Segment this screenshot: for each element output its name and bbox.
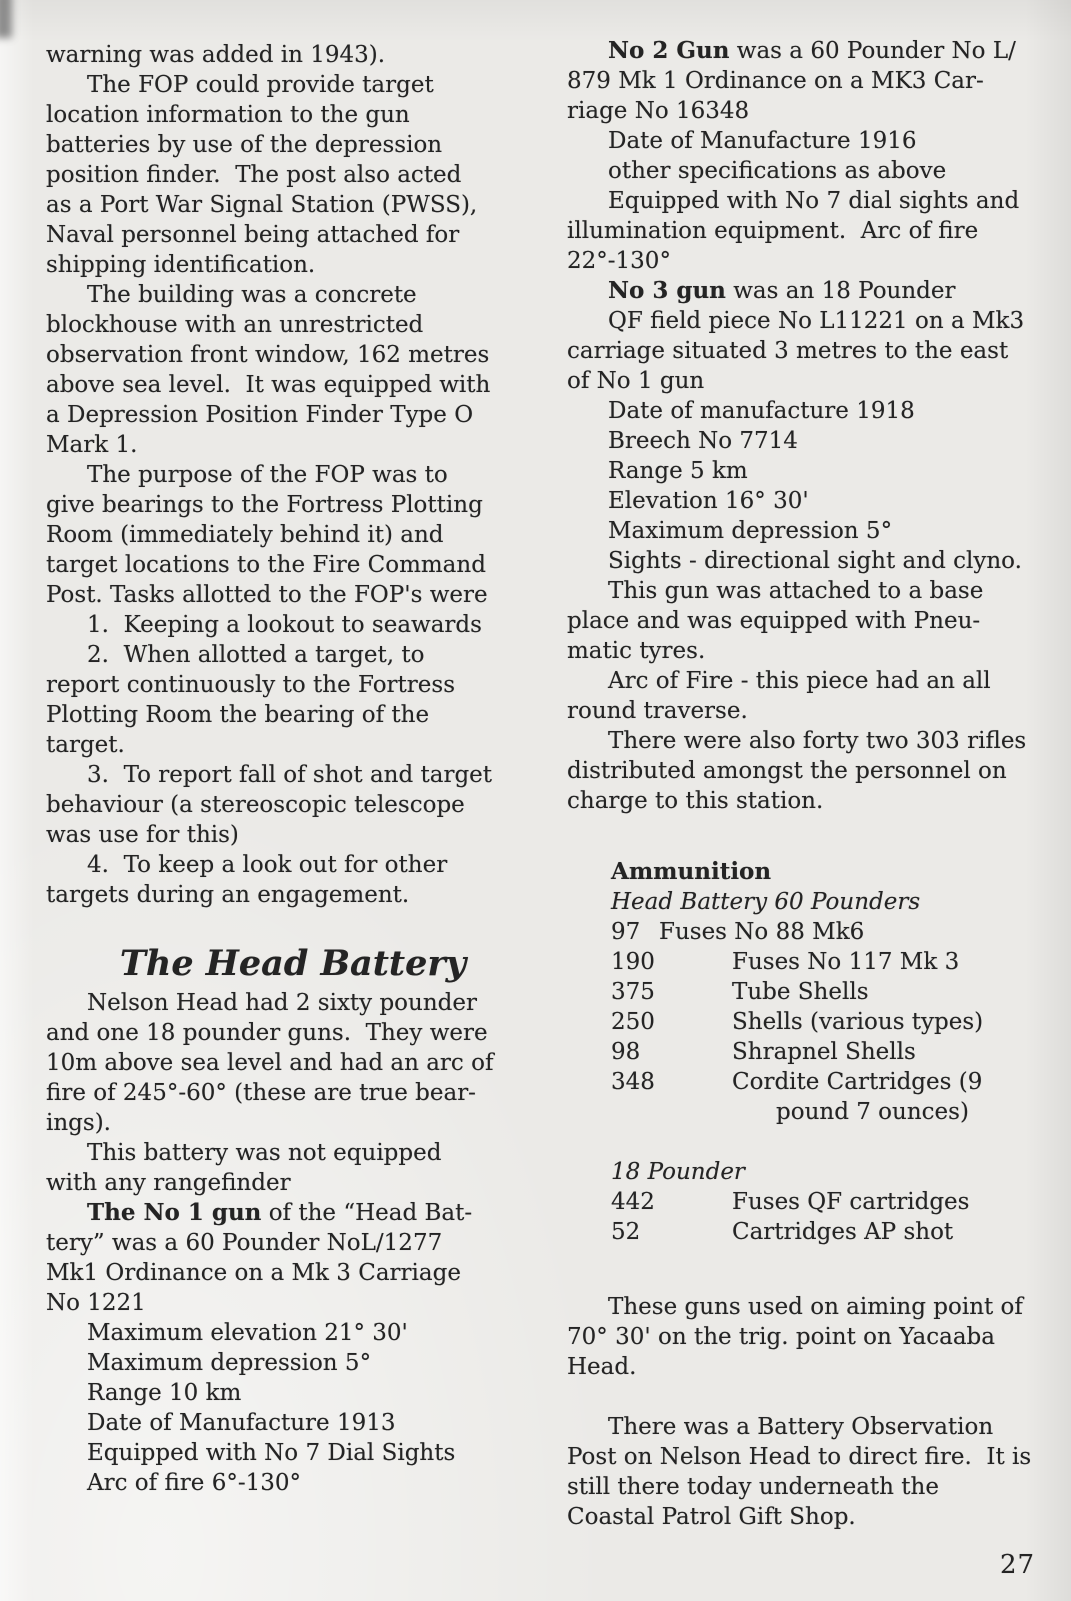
text-line: ings). xyxy=(46,1110,111,1136)
bold-run: No 2 Gun xyxy=(608,37,730,64)
text-line: The building was a concrete xyxy=(87,282,417,308)
italic-subheading: 18 Pounder xyxy=(611,1159,745,1185)
text-line: illumination equipment. Arc of fire xyxy=(567,218,979,244)
text-line: warning was added in 1943). xyxy=(46,42,386,68)
bold-run: No 3 gun xyxy=(608,277,726,304)
text-line: give bearings to the Fortress Plotting xyxy=(46,492,483,518)
text-line: place and was equipped with Pneu- xyxy=(567,608,981,634)
text-line: Maximum elevation 21° 30' xyxy=(87,1320,408,1346)
spacer xyxy=(567,1127,1045,1157)
text-line: 1. Keeping a lookout to seawards xyxy=(87,612,482,638)
text-line: 70° 30' on the trig. point on Yacaaba xyxy=(567,1324,995,1350)
text-line: targets during an engagement. xyxy=(46,882,410,908)
text-line: Post on Nelson Head to direct fire. It is xyxy=(567,1444,1032,1470)
text-line: QF field piece No L11221 on a Mk3 xyxy=(608,308,1025,334)
text-line: There were also forty two 303 rifles xyxy=(608,728,1027,754)
subsection-heading: Ammunition xyxy=(611,858,772,885)
ammo-qty: 375 xyxy=(611,979,655,1005)
text-line: matic tyres. xyxy=(567,638,706,664)
text-line: The No 1 gun of the “Head Bat- xyxy=(87,1199,473,1226)
text-line: Maximum depression 5° xyxy=(87,1350,372,1376)
section-heading: The Head Battery xyxy=(119,943,467,984)
ammo-qty: 250 xyxy=(611,1009,655,1035)
text-line: Sights - directional sight and clyno. xyxy=(608,548,1022,574)
italic-subheading: Head Battery 60 Pounders xyxy=(611,889,921,915)
ammo-qty: 190 xyxy=(611,949,655,975)
text-line: target locations to the Fire Command xyxy=(46,552,486,578)
ammo-qty: 442 xyxy=(611,1189,655,1215)
text-line: as a Port War Signal Station (PWSS), xyxy=(46,192,478,218)
text-line: Arc of Fire - this piece had an all xyxy=(608,668,991,694)
text-line: There was a Battery Observation xyxy=(608,1414,994,1440)
text-line: No 3 gun was an 18 Pounder xyxy=(608,277,956,304)
text-line: The FOP could provide target xyxy=(87,72,434,98)
text-line: Post. Tasks allotted to the FOP's were xyxy=(46,582,488,608)
text-line: target. xyxy=(46,732,125,758)
ammo-label: Shells (various types) xyxy=(732,1009,984,1035)
ammo-qty: 52 xyxy=(611,1219,641,1245)
ammo-label: Cordite Cartridges (9 xyxy=(732,1069,983,1095)
text-line: Mark 1. xyxy=(46,432,138,458)
text-line: other specifications as above xyxy=(608,158,947,184)
text-line: The purpose of the FOP was to xyxy=(87,462,448,488)
text-line: was use for this) xyxy=(46,822,239,848)
left-column xyxy=(46,40,540,1498)
text-line: shipping identification. xyxy=(46,252,316,278)
text-line: charge to this station. xyxy=(567,788,824,814)
text-line: still there today underneath the xyxy=(567,1474,939,1500)
text-line: This battery was not equipped xyxy=(87,1140,442,1166)
text-line: carriage situated 3 metres to the east xyxy=(567,338,1009,364)
ammo-label: Fuses No 117 Mk 3 xyxy=(732,949,960,975)
text-line: Equipped with No 7 Dial Sights xyxy=(87,1440,456,1466)
ammo-row xyxy=(567,977,1045,1007)
text-line: 3. To report fall of shot and target xyxy=(87,762,493,788)
text-line: fire of 245°-60° (these are true bear- xyxy=(46,1080,476,1106)
text-line: of No 1 gun xyxy=(567,368,705,394)
ammo-row xyxy=(567,917,1045,947)
text-line: Range 5 km xyxy=(608,458,748,484)
spacer xyxy=(567,1382,1045,1412)
text-line: a Depression Position Finder Type O xyxy=(46,402,474,428)
text-line: observation front window, 162 metres xyxy=(46,342,490,368)
text-line: Elevation 16° 30' xyxy=(608,488,809,514)
text-line: Breech No 7714 xyxy=(608,428,798,454)
text-line: location information to the gun xyxy=(46,102,410,128)
ammo-row xyxy=(567,947,1045,977)
text-line: above sea level. It was equipped with xyxy=(46,372,491,398)
text-line: Maximum depression 5° xyxy=(608,518,893,544)
ammo-qty: 97 xyxy=(611,919,641,945)
text-line: Equipped with No 7 dial sights and xyxy=(608,188,1020,214)
text-line: No 1221 xyxy=(46,1290,146,1316)
ammo-row-continuation: pound 7 ounces) xyxy=(776,1099,969,1125)
ammo-row xyxy=(567,1007,1045,1037)
text-line: batteries by use of the depression xyxy=(46,132,443,158)
text-line: Date of manufacture 1918 xyxy=(608,398,915,424)
bold-run: The No 1 gun xyxy=(87,1199,262,1226)
text-line: Date of Manufacture 1913 xyxy=(87,1410,396,1436)
ammo-qty: 98 xyxy=(611,1039,641,1065)
ammo-qty: 348 xyxy=(611,1069,655,1095)
spacer xyxy=(567,816,1045,857)
text-line: Coastal Patrol Gift Shop. xyxy=(567,1504,856,1530)
text-line: 10m above sea level and had an arc of xyxy=(46,1050,494,1076)
text-line: distributed amongst the personnel on xyxy=(567,758,1007,784)
text-line: 4. To keep a look out for other xyxy=(87,852,448,878)
ammo-label: Cartridges AP shot xyxy=(732,1219,954,1245)
text-line: and one 18 pounder guns. They were xyxy=(46,1020,488,1046)
text-line: Mk1 Ordinance on a Mk 3 Carriage xyxy=(46,1260,461,1286)
text-line: Date of Manufacture 1916 xyxy=(608,128,917,154)
text-line: No 2 Gun was a 60 Pounder No L/ xyxy=(608,37,1016,64)
text-line: Arc of fire 6°-130° xyxy=(87,1470,302,1496)
ammo-label: Fuses QF cartridges xyxy=(732,1189,970,1215)
ammo-row xyxy=(567,1187,1045,1217)
text-line: report continuously to the Fortress xyxy=(46,672,455,698)
text-line: Range 10 km xyxy=(87,1380,242,1406)
text-line: 2. When allotted a target, to xyxy=(87,642,425,668)
text-line: This gun was attached to a base xyxy=(608,578,984,604)
right-column xyxy=(567,36,1045,1532)
text-line: Room (immediately behind it) and xyxy=(46,522,444,548)
ammo-label: Fuses No 88 Mk6 xyxy=(659,919,865,945)
text-line: Plotting Room the bearing of the xyxy=(46,702,430,728)
text-line: blockhouse with an unrestricted xyxy=(46,312,424,338)
ammo-row xyxy=(567,1217,1045,1247)
text-line: tery” was a 60 Pounder NoL/1277 xyxy=(46,1230,443,1256)
text-line: Nelson Head had 2 sixty pounder xyxy=(87,990,477,1016)
text-line: round traverse. xyxy=(567,698,748,724)
text-line: These guns used on aiming point of xyxy=(608,1294,1023,1320)
text-line: 22°-130° xyxy=(567,248,671,274)
ammo-row xyxy=(567,1037,1045,1067)
text-line: Naval personnel being attached for xyxy=(46,222,460,248)
spacer xyxy=(567,1247,1045,1292)
ammo-label: Tube Shells xyxy=(732,979,869,1005)
text-line: riage No 16348 xyxy=(567,98,750,124)
page-number: 27 xyxy=(1000,1550,1036,1580)
text-line: 879 Mk 1 Ordinance on a MK3 Car- xyxy=(567,68,984,94)
ammo-label: Shrapnel Shells xyxy=(732,1039,916,1065)
text-line: with any rangefinder xyxy=(46,1170,291,1196)
text-line: Head. xyxy=(567,1354,637,1380)
scan-artifact-smudge xyxy=(0,0,12,38)
text-line: position finder. The post also acted xyxy=(46,162,462,188)
ammo-row xyxy=(567,1067,1045,1097)
text-line: behaviour (a stereoscopic telescope xyxy=(46,792,465,818)
